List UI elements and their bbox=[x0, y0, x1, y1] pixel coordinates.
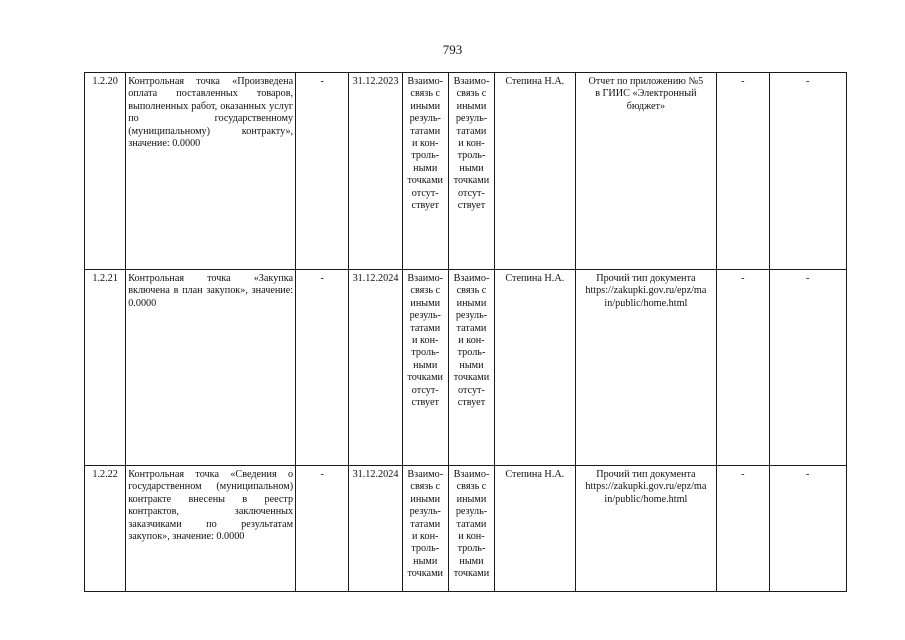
cell-line: отсут- bbox=[458, 384, 485, 396]
cell-line: резуль- bbox=[455, 506, 488, 518]
cell-line: Отчет по приложению №5 bbox=[588, 76, 704, 87]
cell-line: троль- bbox=[411, 150, 440, 162]
cell-line: и кон- bbox=[458, 138, 485, 150]
row-number: 1.2.21 bbox=[85, 270, 126, 466]
cell-line: ствует bbox=[457, 397, 486, 409]
responsible-person: Степина Н.А. bbox=[495, 466, 575, 592]
cell-line: татами bbox=[456, 322, 487, 334]
cell-line: Взаимо- bbox=[453, 76, 490, 87]
cell-line: точками bbox=[453, 175, 490, 187]
document-type bbox=[575, 270, 717, 466]
cell-line: иными bbox=[456, 100, 487, 112]
cell-line: отсут- bbox=[458, 187, 485, 199]
responsible-person: Степина Н.А. bbox=[495, 73, 575, 270]
control-point-description: Контрольная точка «Произведена оплата поставленных товаров, выполненных работ, оказанных услуг по государственному (муниципальному) контракту», значение: 0.0000 bbox=[126, 73, 296, 270]
cell-line: татами bbox=[456, 518, 487, 530]
relation-cell-2 bbox=[448, 270, 494, 466]
cell-line: резуль- bbox=[409, 506, 441, 518]
relation-cell-1 bbox=[402, 73, 448, 270]
cell-line: in/public/home.html bbox=[604, 493, 688, 505]
table-row bbox=[85, 73, 847, 270]
cell-dash: - bbox=[296, 466, 349, 592]
row-number: 1.2.22 bbox=[85, 466, 126, 592]
cell-line: троль- bbox=[411, 347, 440, 359]
control-point-date: 31.12.2023 bbox=[349, 73, 402, 270]
cell-line: связь с bbox=[410, 285, 441, 297]
control-point-description: Контрольная точка «Закупка включена в план закупок», значение: 0.0000 bbox=[126, 270, 296, 466]
cell-line: татами bbox=[456, 125, 487, 137]
control-point-description: Контрольная точка «Сведения о государственном (муниципальном) контракте внесены в реестр контрактов, заключенных заказчиками по результатам закупок», значение: 0.0000 bbox=[126, 466, 296, 592]
cell-line: точками bbox=[407, 568, 443, 580]
table-row bbox=[85, 466, 847, 592]
cell-dash: - bbox=[769, 466, 846, 592]
cell-line: Прочий тип документа bbox=[596, 469, 696, 480]
cell-line: ствует bbox=[411, 200, 439, 212]
responsible-person: Степина Н.А. bbox=[495, 270, 575, 466]
control-points-table bbox=[84, 72, 847, 592]
cell-line: татами bbox=[410, 518, 441, 530]
cell-line: Взаимо- bbox=[407, 469, 444, 480]
cell-line: Взаимо- bbox=[407, 273, 444, 284]
cell-line: и кон- bbox=[412, 531, 439, 543]
row-number: 1.2.20 bbox=[85, 73, 126, 270]
cell-line: троль- bbox=[457, 543, 486, 555]
cell-dash: - bbox=[296, 270, 349, 466]
cell-line: Взаимо- bbox=[453, 469, 490, 480]
cell-line: точками bbox=[453, 568, 490, 580]
cell-line: резуль- bbox=[455, 113, 488, 125]
cell-line: https://zakupki.gov.ru/epz/ma bbox=[585, 481, 707, 493]
cell-line: троль- bbox=[411, 543, 440, 555]
cell-line: ными bbox=[459, 162, 484, 174]
cell-line: троль- bbox=[457, 347, 486, 359]
cell-line: отсут- bbox=[411, 384, 439, 396]
control-point-date: 31.12.2024 bbox=[349, 270, 402, 466]
cell-line: Взаимо- bbox=[407, 76, 444, 87]
cell-line: связь с bbox=[456, 481, 487, 493]
cell-line: ными bbox=[413, 359, 438, 371]
cell-line: резуль- bbox=[455, 310, 488, 322]
cell-line: точками bbox=[453, 372, 490, 384]
cell-line: иными bbox=[456, 297, 487, 309]
cell-line: резуль- bbox=[409, 113, 441, 125]
cell-line: связь с bbox=[456, 88, 487, 100]
cell-line: ствует bbox=[457, 200, 486, 212]
cell-line: точками bbox=[407, 372, 443, 384]
cell-line: иными bbox=[456, 493, 487, 505]
cell-line: троль- bbox=[457, 150, 486, 162]
cell-line: в ГИИС «Электронный bbox=[595, 88, 697, 100]
cell-line: татами bbox=[410, 322, 441, 334]
cell-line: ными bbox=[413, 162, 438, 174]
cell-line: ствует bbox=[411, 397, 439, 409]
cell-line: https://zakupki.gov.ru/epz/ma bbox=[585, 285, 707, 297]
control-point-date: 31.12.2024 bbox=[349, 466, 402, 592]
cell-line: иными bbox=[410, 100, 441, 112]
cell-line: ными bbox=[459, 359, 484, 371]
cell-line: и кон- bbox=[458, 335, 485, 347]
cell-line: татами bbox=[410, 125, 441, 137]
relation-cell-2 bbox=[448, 466, 494, 592]
document-type bbox=[575, 466, 717, 592]
cell-dash: - bbox=[769, 270, 846, 466]
cell-dash: - bbox=[296, 73, 349, 270]
cell-line: и кон- bbox=[412, 138, 439, 150]
cell-line: и кон- bbox=[458, 531, 485, 543]
cell-line: точками bbox=[407, 175, 443, 187]
table-row bbox=[85, 270, 847, 466]
cell-line: in/public/home.html bbox=[604, 297, 688, 309]
relation-cell-1 bbox=[402, 270, 448, 466]
cell-line: резуль- bbox=[409, 310, 441, 322]
cell-line: иными bbox=[410, 297, 441, 309]
document-type bbox=[575, 73, 717, 270]
cell-line: и кон- bbox=[412, 335, 439, 347]
cell-line: связь с bbox=[410, 88, 441, 100]
cell-line: связь с bbox=[456, 285, 487, 297]
cell-line: бюджет» bbox=[626, 100, 666, 112]
cell-line: Прочий тип документа bbox=[596, 273, 696, 284]
cell-line: ными bbox=[413, 555, 438, 567]
cell-dash: - bbox=[717, 73, 769, 270]
page-number: 793 bbox=[442, 42, 463, 57]
cell-line: ными bbox=[459, 555, 484, 567]
cell-line: отсут- bbox=[411, 187, 439, 199]
cell-dash: - bbox=[769, 73, 846, 270]
cell-line: связь с bbox=[410, 481, 441, 493]
cell-dash: - bbox=[717, 270, 769, 466]
relation-cell-2 bbox=[448, 73, 494, 270]
cell-line: Взаимо- bbox=[453, 273, 490, 284]
cell-dash: - bbox=[717, 466, 769, 592]
cell-line: иными bbox=[410, 493, 441, 505]
relation-cell-1 bbox=[402, 466, 448, 592]
